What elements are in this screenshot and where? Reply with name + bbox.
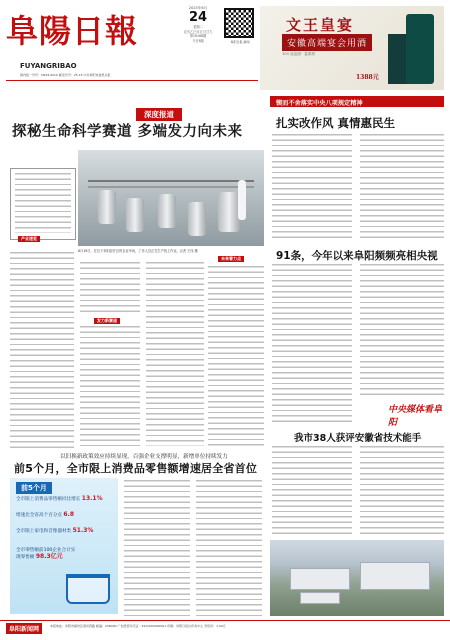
consumption-body-col-2 bbox=[196, 480, 262, 616]
page-footer bbox=[0, 620, 450, 640]
right-story-3-col-a bbox=[272, 446, 352, 536]
qr-caption: 阜阳日报·新闻 bbox=[230, 40, 250, 44]
lead-body-col-1 bbox=[10, 252, 74, 448]
photo-tank bbox=[218, 192, 240, 232]
consumption-infographic bbox=[10, 478, 118, 614]
photo-pipe bbox=[88, 186, 254, 188]
infographic-item-text: 增速比全省高个百分点 bbox=[16, 513, 62, 518]
infographic-item-value: 98.3亿元 bbox=[35, 553, 63, 560]
shopping-cart-icon bbox=[66, 574, 110, 604]
factory-aerial-photo[interactable] bbox=[270, 540, 444, 616]
right-headline-3[interactable]: 我市38人获评安徽省技术能手 bbox=[294, 433, 422, 444]
intro-label: 产业速览 bbox=[18, 236, 40, 242]
infographic-item bbox=[16, 512, 112, 519]
right-story-2-col-a bbox=[272, 264, 352, 424]
consumption-headline[interactable]: 前5个月，全市限上消费品零售额增速居全省首位 bbox=[14, 462, 258, 475]
right-story-2-col-b bbox=[360, 264, 444, 396]
consumption-subhead: 以旧换新政策效应持续显现，百强企业支撑明显，新增单位持续发力 bbox=[60, 454, 228, 460]
masthead-rule bbox=[6, 80, 258, 87]
infographic-item bbox=[16, 496, 112, 503]
lead-body-col-2a bbox=[80, 262, 140, 316]
infographic-item-value: 51.3% bbox=[72, 527, 94, 534]
masthead-title: 阜陽日報 bbox=[6, 12, 139, 50]
liquor-ad[interactable] bbox=[260, 6, 444, 90]
footer-text: 本报地址：阜阳市颍州区清河西路 邮编：236000 广告经营许可证：3412004000001 印刷：阜阳日报社印务中心 零售价：1.00元 bbox=[50, 624, 226, 628]
masthead-registry: 国内统一刊号：CN34-0010 邮发代号：25-15 中共阜阳市委机关报 bbox=[20, 73, 111, 77]
qr-code[interactable] bbox=[224, 8, 254, 38]
lead-kicker: 深度报道 bbox=[136, 108, 182, 121]
right-headline-2[interactable]: 91条，今年以来阜阳频频亮相央视 bbox=[276, 250, 438, 262]
right-story-1-col-a bbox=[272, 134, 352, 242]
photo-building bbox=[290, 568, 350, 590]
calligraphy-label: 中央媒体看阜阳 bbox=[388, 405, 443, 428]
infographic-item bbox=[16, 548, 76, 561]
right-story-3-col-b bbox=[360, 446, 444, 536]
section-tag-future: 未来着力点 bbox=[218, 256, 244, 262]
right-headline-1[interactable]: 扎实改作风 真情惠民生 bbox=[276, 116, 396, 130]
ad-brand: 文王皇宴 bbox=[286, 16, 355, 34]
masthead-pinyin: FUYANGRIBAO bbox=[20, 62, 77, 70]
photo-worker bbox=[238, 180, 246, 220]
lead-photo[interactable] bbox=[78, 150, 264, 246]
date-weekday: 星期二 bbox=[193, 25, 203, 29]
photo-tank bbox=[158, 194, 176, 228]
date-lunar: 农历乙巳年五月廿九 bbox=[183, 29, 213, 34]
infographic-item-text: 全市零售额前100企业合计实现零售额 bbox=[16, 548, 76, 560]
right-story-1-col-b bbox=[360, 134, 444, 242]
infographic-item-value: 6.8 bbox=[63, 511, 75, 518]
infographic-item-text: 全市限上消费品零售额同比增长 bbox=[16, 497, 81, 502]
photo-pipe bbox=[88, 180, 254, 182]
lead-body-col-2b bbox=[80, 326, 140, 446]
infographic-item-value: 13.1% bbox=[81, 495, 103, 502]
infographic-item bbox=[16, 528, 112, 535]
photo-tank bbox=[188, 202, 206, 236]
date-day: 24 bbox=[188, 10, 208, 25]
ad-bottle-image bbox=[406, 14, 434, 84]
photo-building bbox=[300, 592, 340, 604]
lead-intro-box bbox=[10, 168, 76, 240]
date-year-month: 2025年6月 bbox=[188, 6, 208, 10]
lead-photo-caption: 6月19日，在位于阜阳经开区的企业车间，工作人员正在生产线上作业。记者 王伟 摄 bbox=[78, 249, 198, 253]
photo-tank bbox=[98, 190, 116, 224]
photo-tank bbox=[126, 198, 144, 232]
intro-text-block bbox=[15, 173, 71, 233]
ad-price: 1388元 bbox=[356, 74, 379, 81]
right-banner: 锲而不舍落实中央八项规定精神 bbox=[270, 96, 444, 107]
ad-slogan: 安徽高端宴会用酒 bbox=[282, 34, 372, 51]
consumption-body-col-1 bbox=[124, 480, 190, 616]
infographic-item-text: 全市限上家电和音像器材类 bbox=[16, 529, 72, 534]
photo-building bbox=[360, 562, 430, 590]
footer-logo[interactable]: 阜阳新闻网 bbox=[6, 623, 42, 634]
date-issue: 第16168期 bbox=[189, 34, 207, 39]
date-box bbox=[178, 6, 218, 64]
ad-caption: 100 品鉴酒 · 宴席酒 bbox=[282, 52, 315, 56]
lead-headline[interactable]: 探秘生命科学赛道 多端发力向未来 bbox=[12, 124, 243, 140]
date-pages: 今日8版 bbox=[192, 38, 204, 43]
lead-body-col-3 bbox=[146, 262, 204, 446]
lead-body-col-4 bbox=[208, 266, 264, 446]
infographic-title: 前5个月 bbox=[16, 482, 52, 494]
section-tag-new-track: 发力新赛道 bbox=[94, 318, 120, 324]
